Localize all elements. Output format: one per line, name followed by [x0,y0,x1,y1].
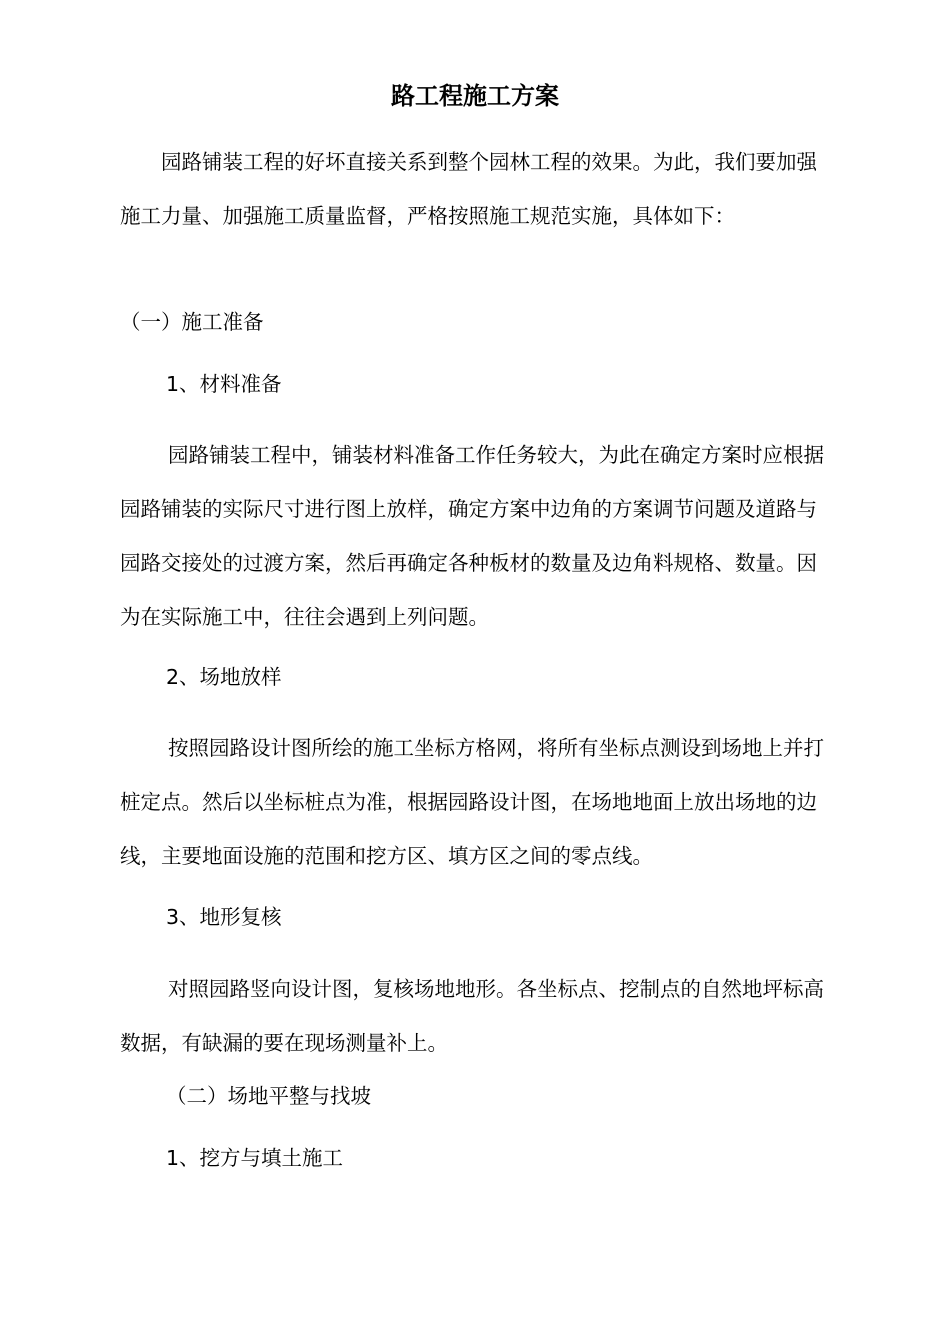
subsection-terrain-heading: 3、地形复核 [166,905,282,929]
layout-paragraph: 按照园路设计图所绘的施工坐标方格网，将所有坐标点测设到场地上并打桩定点。然后以坐标桩点为准，根据园路设计图，在场地地面上放出场地的边线，主要地面设施的范围和挖方区、填方区之间的零点线。 [120,736,824,868]
intro-paragraph: 园路铺装工程的好坏直接关系到整个园林工程的效果。为此，我们要加强施工力量、加强施工质量监督，严格按照施工规范实施，具体如下： [120,150,817,228]
terrain-paragraph: 对照园路竖向设计图，复核场地地形。各坐标点、挖制点的自然地坪标高数据，有缺漏的要在现场测量补上。 [120,977,824,1055]
material-paragraph: 园路铺装工程中，铺装材料准备工作任务较大，为此在确定方案时应根据园路铺装的实际尺寸进行图上放样，确定方案中边角的方案调节问题及道路与园路交接处的过渡方案，然后再确定各种板材的数量及边角料规格、数量。因为在实际施工中，往往会遇到上列问题。 [120,443,824,629]
section-2-heading: （二）场地平整与找坡 [166,1084,371,1108]
subsection-layout-heading: 2、场地放样 [166,665,282,689]
document-title: 路工程施工方案 [391,82,559,110]
subsection-excavation-heading: 1、挖方与填土施工 [166,1146,344,1170]
section-1-heading: （一）施工准备 [120,310,264,334]
subsection-material-heading: 1、材料准备 [166,372,282,396]
